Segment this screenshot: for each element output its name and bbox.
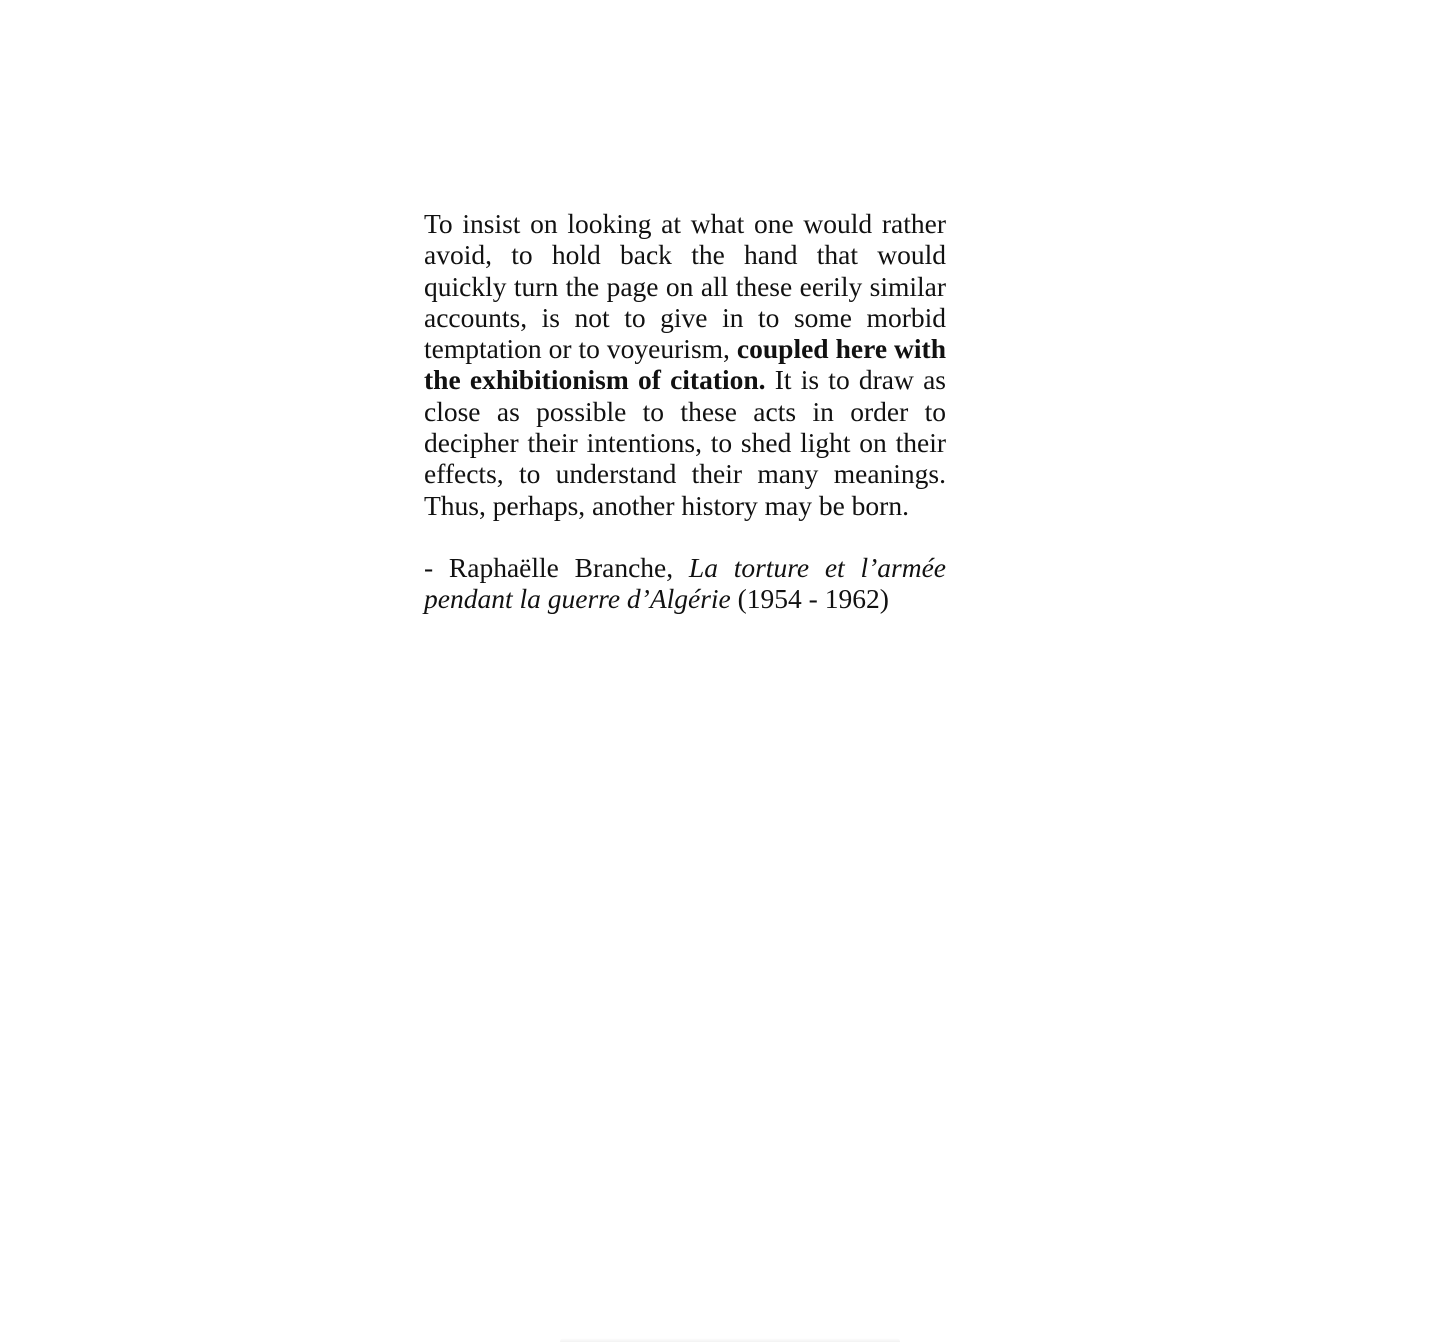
attribution-author: - Raphaëlle Branche,	[424, 551, 689, 583]
quote-paragraph	[424, 208, 946, 521]
attribution-years: (1954 - 1962)	[730, 583, 889, 615]
quote-block	[424, 208, 946, 615]
quote-text-part2: It is to draw as close as possible to these acts in order to decipher their intentions, to shed light on their effects, to understand their many meanings. Thus, perhaps, another history may be born.	[424, 364, 946, 521]
quote-text-part1: To insist on looking at what one would rather avoid, to hold back the hand that would quickly turn the page on all these eerily similar accounts, is not to give in to some morbid temptation or to voyeurism,	[424, 208, 946, 365]
quote-attribution	[424, 552, 946, 615]
quote-bold-emphasis: coupled here with the exhibitionism of citation.	[424, 333, 946, 396]
attribution-book-title: La torture et l’armée pendant la guerre d’Algérie	[424, 551, 946, 615]
scroll-edge-shadow	[560, 1338, 900, 1342]
